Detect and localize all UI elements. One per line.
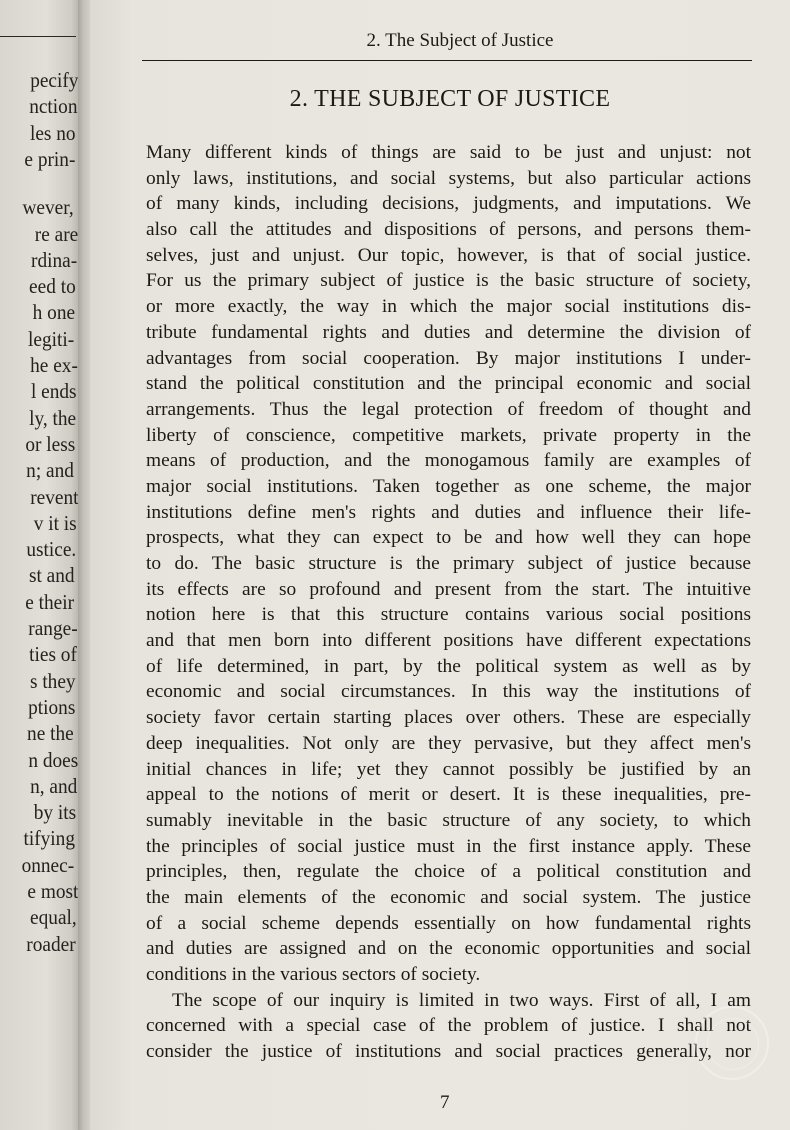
left-page-fragment: v it is: [34, 510, 77, 535]
body-line: of a social scheme depends essentially on how fundamental rights: [146, 912, 751, 934]
body-line: of life determined, in part, by the political system as well as by: [146, 655, 751, 677]
left-page-fragment: re are: [34, 221, 78, 246]
left-page-fragment: e most: [27, 879, 78, 903]
body-line: arrangements. Thus the legal protection of freedom of thought and: [146, 398, 751, 420]
body-line: principles, then, regulate the choice of a political constitution and: [146, 861, 751, 883]
body-line: and that men born into different positions have different expectations: [146, 630, 751, 652]
body-line: its effects are so profound and present from the start. The intuitive: [146, 578, 751, 600]
left-page-fragment: wever,: [22, 195, 74, 220]
body-line: initial chances in life; yet they cannot possibly be justified by an: [146, 758, 751, 780]
body-line: advantages from social cooperation. By major institutions I under-: [146, 347, 751, 369]
page-number: 7: [440, 1092, 450, 1113]
left-page-rule: [0, 36, 76, 37]
body-line: sumably inevitable in the basic structure of any society, to which: [146, 809, 751, 831]
body-line: only laws, institutions, and social systems, but also particular actions: [146, 167, 751, 189]
body-line: major social institutions. Taken together as one scheme, the major: [146, 475, 751, 497]
left-page-fragment: equal,: [30, 905, 77, 930]
body-line: the main elements of the economic and social system. The justice: [146, 886, 751, 908]
watermark-seal-inner: [707, 1018, 759, 1070]
left-page-fragment: e prin-: [24, 146, 75, 171]
body-line: notion here is that this structure contains various social positions: [146, 604, 751, 626]
body-line: economic and social circumstances. In this way the institutions of: [146, 681, 751, 703]
right-page: [90, 0, 790, 1130]
body-line: or more exactly, the way in which the major social institutions dis-: [146, 296, 751, 318]
left-page-fragment: ptions: [27, 694, 75, 719]
body-line: liberty of conscience, competitive markets, private property in the: [146, 424, 751, 446]
body-line: deep inequalities. Not only are they pervasive, but they affect men's: [146, 732, 751, 754]
left-page-fragment: legiti-: [27, 326, 74, 351]
body-line: selves, just and unjust. Our topic, however, is that of social justice.: [146, 244, 751, 266]
left-page-fragment: s they: [30, 668, 76, 693]
left-page-fragment: or less: [25, 431, 75, 456]
left-page-fragment: e their: [25, 589, 74, 614]
body-line: consider the justice of institutions and social practices generally, nor: [146, 1041, 751, 1063]
body-line: conditions in the various sectors of society.: [146, 964, 481, 985]
left-page-fragment: by its: [33, 800, 76, 825]
watermark-seal: [695, 1006, 769, 1080]
body-text: [146, 140, 751, 1065]
left-page-fragment: roader: [26, 931, 76, 956]
body-line: appeal to the notions of merit or desert. It is these inequalities, pre-: [146, 784, 751, 806]
running-head: 2. The Subject of Justice: [366, 30, 554, 51]
left-page-fragment: ties of: [29, 642, 77, 667]
body-line: concerned with a special case of the problem of justice. I shall not: [146, 1015, 751, 1037]
body-line: to do. The basic structure is the primary subject of justice because: [146, 553, 751, 574]
running-head-rule: [142, 60, 752, 61]
body-line: tribute fundamental rights and duties and determine the division of: [146, 321, 751, 343]
body-line: Many different kinds of things are said to be just and unjust: not: [146, 142, 751, 163]
body-line: society favor certain starting places over others. These are especially: [146, 707, 751, 729]
body-line: stand the political constitution and the principal economic and social: [146, 373, 751, 395]
body-line: also call the attitudes and dispositions of persons, and persons them-: [146, 219, 751, 241]
left-page-fragment: ly, the: [28, 405, 76, 430]
left-page-fragment: ustice.: [26, 537, 76, 562]
left-page: [0, 0, 84, 1130]
left-page-fragment: pecify: [29, 68, 78, 92]
body-line: prospects, what they can expect to be and how well they can hope: [146, 527, 751, 549]
left-page-fragment: eed to: [29, 274, 76, 299]
left-page-fragment: onnec-: [21, 852, 74, 877]
body-line: The scope of our inquiry is limited in two ways. First of all, I am: [172, 989, 751, 1011]
body-line: and duties are assigned and on the economic opportunities and social: [146, 938, 751, 960]
body-line: means of production, and the monogamous family are examples of: [146, 450, 751, 472]
body-line: For us the primary subject of justice is the basic structure of society,: [146, 270, 751, 292]
left-page-fragment: l ends: [31, 379, 77, 404]
left-page-fragment: st and: [29, 563, 75, 588]
body-line: the principles of social justice must in the first instance apply. These: [146, 835, 751, 857]
left-page-fragment: n, and: [29, 773, 77, 798]
body-line: institutions define men's rights and duties and influence their life-: [146, 501, 751, 523]
section-title: 2. THE SUBJECT OF JUSTICE: [289, 86, 611, 112]
left-page-fragment: ne the: [27, 721, 74, 746]
left-page-fragment: n does: [28, 747, 78, 772]
left-page-fragment: n; and: [26, 458, 74, 483]
left-page-fragment: rdina-: [30, 247, 77, 272]
left-page-fragment: range-: [28, 616, 78, 640]
left-page-fragment: tifying: [23, 826, 75, 851]
left-page-fragment: he ex-: [30, 353, 78, 377]
left-page-fragment: revent: [29, 484, 78, 509]
body-line: of many kinds, including decisions, judgments, and imputations. We: [146, 193, 751, 215]
left-page-fragment: les no: [30, 120, 76, 145]
left-page-fragment: nction: [28, 94, 77, 119]
left-page-fragment: h one: [32, 300, 75, 325]
